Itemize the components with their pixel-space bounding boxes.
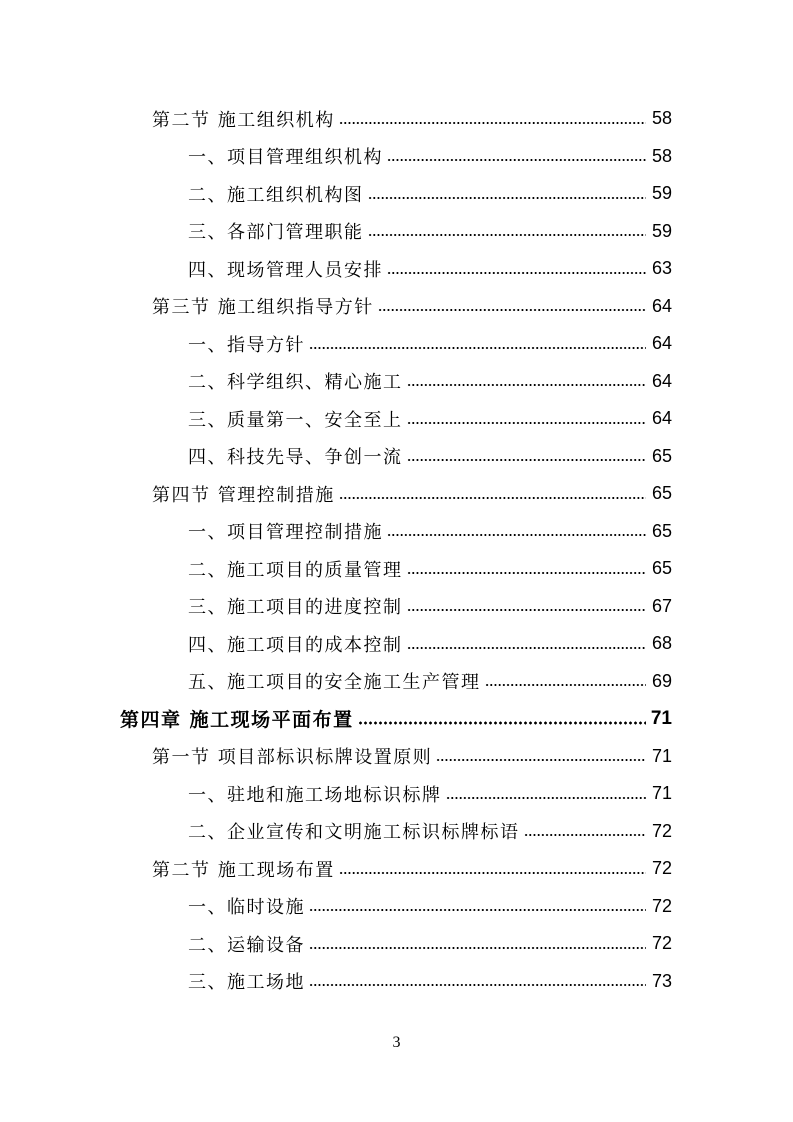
toc-entry[interactable] [0, 325, 793, 363]
toc-entry-page: 72 [651, 895, 672, 916]
toc-entry-page: 58 [651, 108, 672, 129]
toc-entry-label: 三、各部门管理职能 [188, 222, 364, 244]
toc-entry[interactable] [0, 513, 793, 551]
toc-entry-label: 五、施工项目的安全施工生产管理 [188, 672, 481, 694]
toc-entry-label: 三、施工场地 [188, 972, 305, 994]
toc-entry-page: 58 [651, 145, 672, 166]
dot-leader [309, 899, 646, 913]
toc-entry-page: 65 [651, 483, 672, 504]
toc-entry-label: 第二节 施工组织机构 [152, 109, 335, 131]
toc-entry-page: 71 [651, 783, 672, 804]
toc-entry[interactable] [0, 213, 793, 251]
toc-entry[interactable] [0, 363, 793, 401]
dot-leader [407, 562, 647, 576]
toc-entry-page: 67 [651, 595, 672, 616]
toc-entry-label: 第一节 项目部标识标牌设置原则 [152, 747, 433, 769]
toc-entry[interactable] [0, 850, 793, 888]
toc-entry[interactable] [0, 400, 793, 438]
toc-entry-label: 二、施工项目的质量管理 [188, 559, 403, 581]
dot-leader [387, 262, 646, 276]
dot-leader [407, 449, 647, 463]
dot-leader [407, 637, 647, 651]
toc-entry-label: 第四节 管理控制措施 [152, 484, 335, 506]
toc-entry-page: 59 [651, 183, 672, 204]
toc-entry-page: 65 [651, 520, 672, 541]
toc-entry-page: 64 [651, 333, 672, 354]
toc-entry[interactable] [0, 250, 793, 288]
toc-entry-page: 65 [651, 445, 672, 466]
dot-leader [407, 412, 647, 426]
toc-entry-page: 71 [651, 745, 672, 766]
toc-entry[interactable] [0, 888, 793, 926]
dot-leader [378, 299, 646, 313]
dot-leader [485, 674, 647, 688]
toc-entry-label: 三、质量第一、安全至上 [188, 409, 403, 431]
toc-entry-label: 四、科技先导、争创一流 [188, 447, 403, 469]
toc-entry[interactable] [0, 925, 793, 963]
toc-entry-label: 第三节 施工组织指导方针 [152, 297, 374, 319]
toc-entry[interactable] [0, 775, 793, 813]
dot-leader [358, 712, 646, 726]
toc-entry[interactable] [0, 588, 793, 626]
toc-entry[interactable] [0, 475, 793, 513]
toc-entry-page: 71 [650, 707, 672, 729]
toc-entry[interactable] [0, 738, 793, 776]
toc-entry-label: 二、企业宣传和文明施工标识标牌标语 [188, 822, 520, 844]
dot-leader [407, 374, 647, 388]
dot-leader [339, 112, 646, 126]
toc-entry-label: 二、科学组织、精心施工 [188, 372, 403, 394]
dot-leader [339, 862, 646, 876]
toc-entry-label: 二、施工组织机构图 [188, 184, 364, 206]
dot-leader [309, 974, 646, 988]
toc-entry-label: 二、运输设备 [188, 934, 305, 956]
toc-entry[interactable] [0, 438, 793, 476]
toc-entry[interactable] [0, 550, 793, 588]
toc-entry-page: 72 [651, 858, 672, 879]
dot-leader [368, 224, 647, 238]
toc-entry-label: 一、项目管理控制措施 [188, 522, 383, 544]
toc-entry-label: 第四章 施工现场平面布置 [120, 709, 354, 732]
toc-entry[interactable] [0, 700, 793, 738]
toc-entry-label: 四、施工项目的成本控制 [188, 634, 403, 656]
toc-entry-label: 一、驻地和施工场地标识标牌 [188, 784, 442, 806]
toc-entry-page: 69 [651, 670, 672, 691]
toc-entry-page: 64 [651, 295, 672, 316]
dot-leader [387, 524, 646, 538]
toc-entry[interactable] [0, 175, 793, 213]
dot-leader [524, 824, 647, 838]
toc-entry-label: 第二节 施工现场布置 [152, 859, 335, 881]
toc-entry-label: 三、施工项目的进度控制 [188, 597, 403, 619]
toc-entry-page: 63 [651, 258, 672, 279]
toc-entry-page: 59 [651, 220, 672, 241]
table-of-contents [0, 100, 793, 1000]
dot-leader [436, 749, 646, 763]
page-number: 3 [392, 1034, 401, 1051]
toc-entry[interactable] [0, 100, 793, 138]
toc-entry-page: 65 [651, 558, 672, 579]
toc-entry[interactable] [0, 625, 793, 663]
toc-entry-label: 四、现场管理人员安排 [188, 259, 383, 281]
toc-entry[interactable] [0, 288, 793, 326]
toc-entry-label: 一、指导方针 [188, 334, 305, 356]
toc-entry-page: 64 [651, 408, 672, 429]
toc-entry-page: 68 [651, 633, 672, 654]
dot-leader [309, 337, 646, 351]
toc-entry-page: 73 [651, 970, 672, 991]
toc-entry[interactable] [0, 138, 793, 176]
toc-entry-page: 64 [651, 370, 672, 391]
toc-entry[interactable] [0, 663, 793, 701]
dot-leader [309, 937, 646, 951]
dot-leader [339, 487, 646, 501]
toc-entry-page: 72 [651, 820, 672, 841]
dot-leader [446, 787, 647, 801]
toc-entry-page: 72 [651, 933, 672, 954]
toc-entry[interactable] [0, 813, 793, 851]
dot-leader [368, 187, 647, 201]
toc-entry-label: 一、临时设施 [188, 897, 305, 919]
dot-leader [407, 599, 647, 613]
toc-entry[interactable] [0, 963, 793, 1001]
toc-entry-label: 一、项目管理组织机构 [188, 147, 383, 169]
dot-leader [387, 149, 646, 163]
